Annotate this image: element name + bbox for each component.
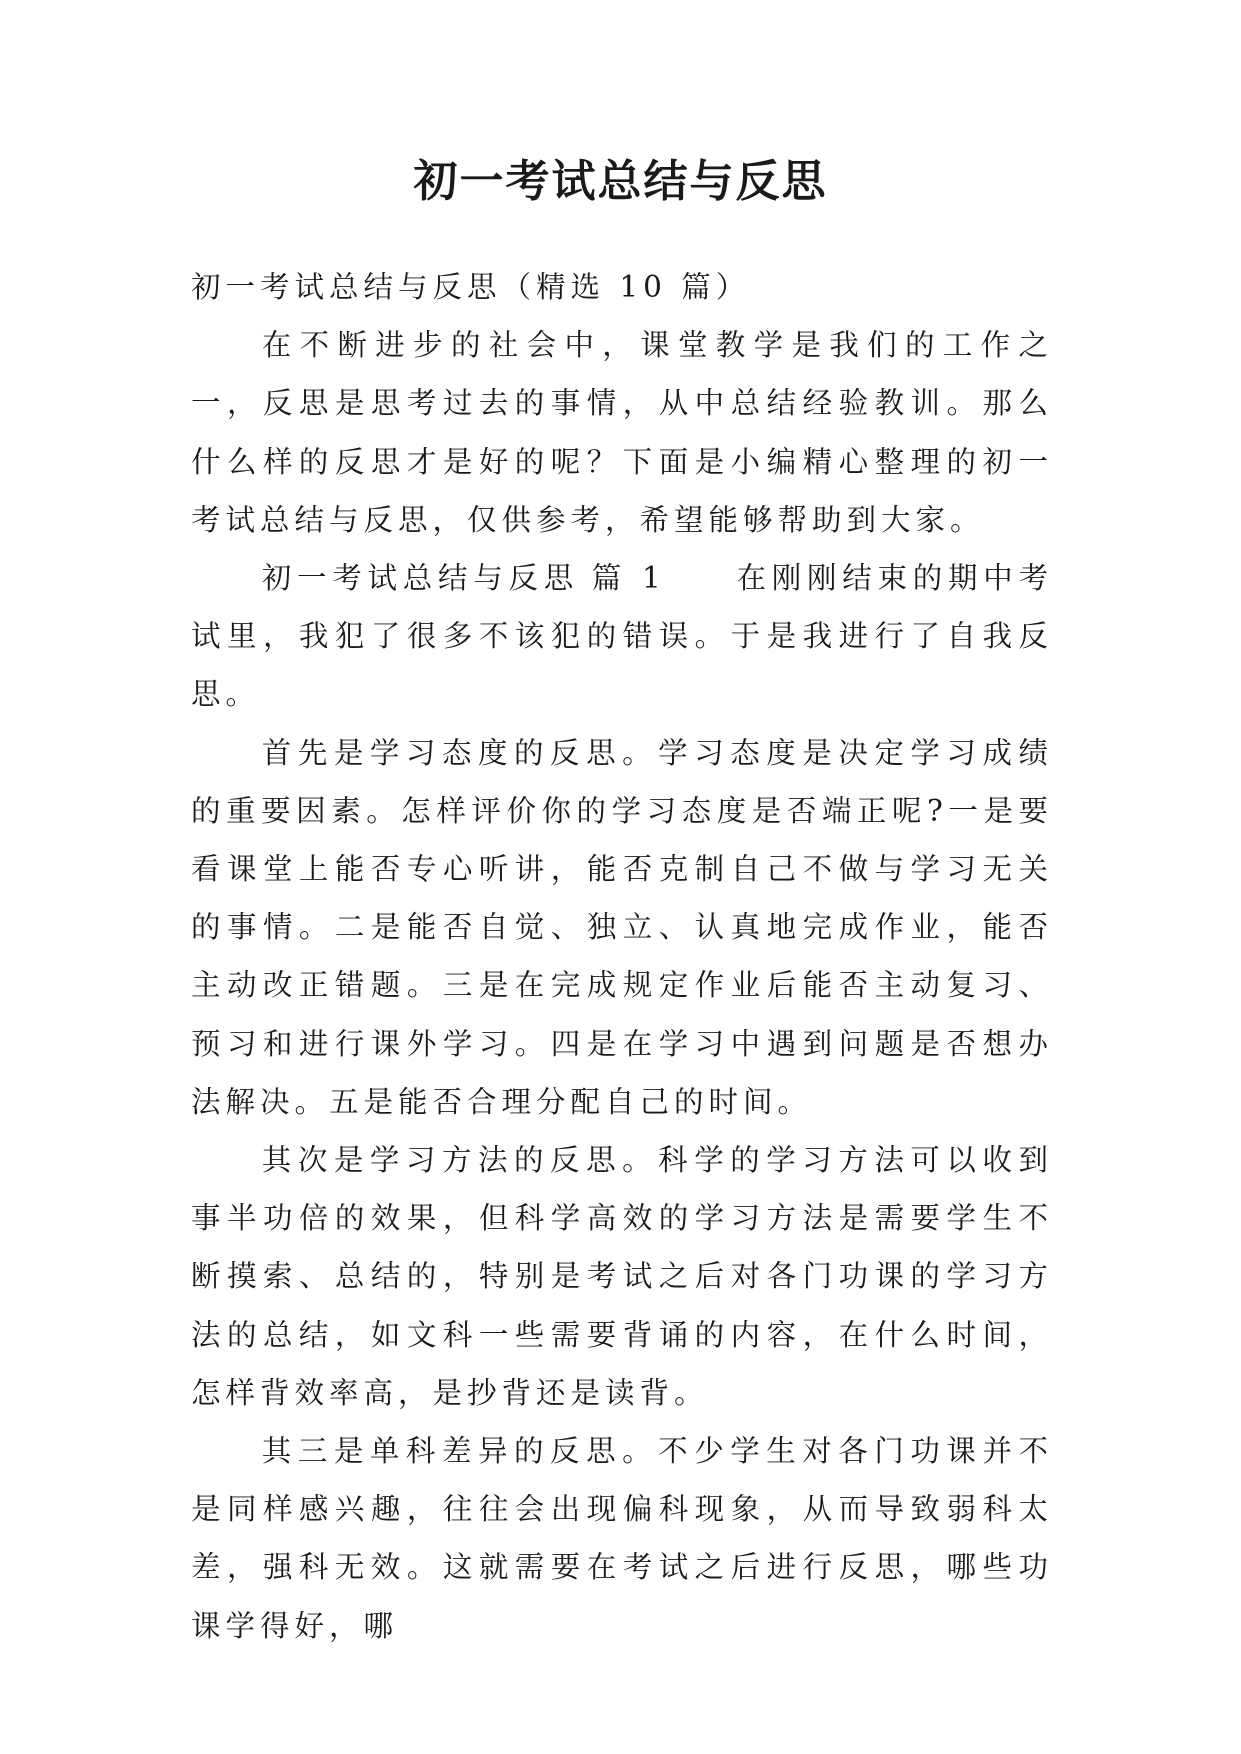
document-title: 初一考试总结与反思 (413, 156, 828, 207)
paragraph-subject-difference: 其三是单科差异的反思。不少学生对各门功课并不是同样感兴趣，往往会出现偏科现象，从而导致弱科太差，强科无效。这就需要在考试之后进行反思，哪些功课学得好，哪 (191, 1434, 1053, 1643)
section-1-text: 在刚刚结束的期中考试里，我犯了很多不该犯的错误。于是我进行了自我反思。 (191, 561, 1053, 712)
paragraph-attitude: 首先是学习态度的反思。学习态度是决定学习成绩的重要因素。怎样评价你的学习态度是否端正呢?一是要看课堂上能否专心听讲，能否克制自己不做与学习无关的事情。二是能否自觉、独立、认真地完成作业，能否主动改正错题。三是在完成规定作业后能否主动复习、预习和进行课外学习。四是在学习中遇到问题是否想办法解决。五是能否合理分配自己的时间。 (191, 735, 1053, 1119)
document-body (191, 258, 1053, 1655)
section-1-heading: 初一考试总结与反思 (261, 561, 579, 596)
section-1-paragraph (191, 549, 1053, 724)
section-1-label: 篇 1 (590, 561, 666, 596)
paragraph-method: 其次是学习方法的反思。科学的学习方法可以收到事半功倍的效果，但科学高效的学习方法是需要学生不断摸索、总结的，特别是考试之后对各门功课的学习方法的总结，如文科一些需要背诵的内容，在什么时间，怎样背效率高，是抄背还是读背。 (191, 1143, 1053, 1410)
document-subtitle: 初一考试总结与反思（精选 10 篇） (191, 270, 751, 304)
intro-paragraph: 在不断进步的社会中，课堂教学是我们的工作之一，反思是思考过去的事情，从中总结经验教训。那么什么样的反思才是好的呢？下面是小编精心整理的初一考试总结与反思，仅供参考，希望能够帮助到大家。 (191, 328, 1053, 537)
